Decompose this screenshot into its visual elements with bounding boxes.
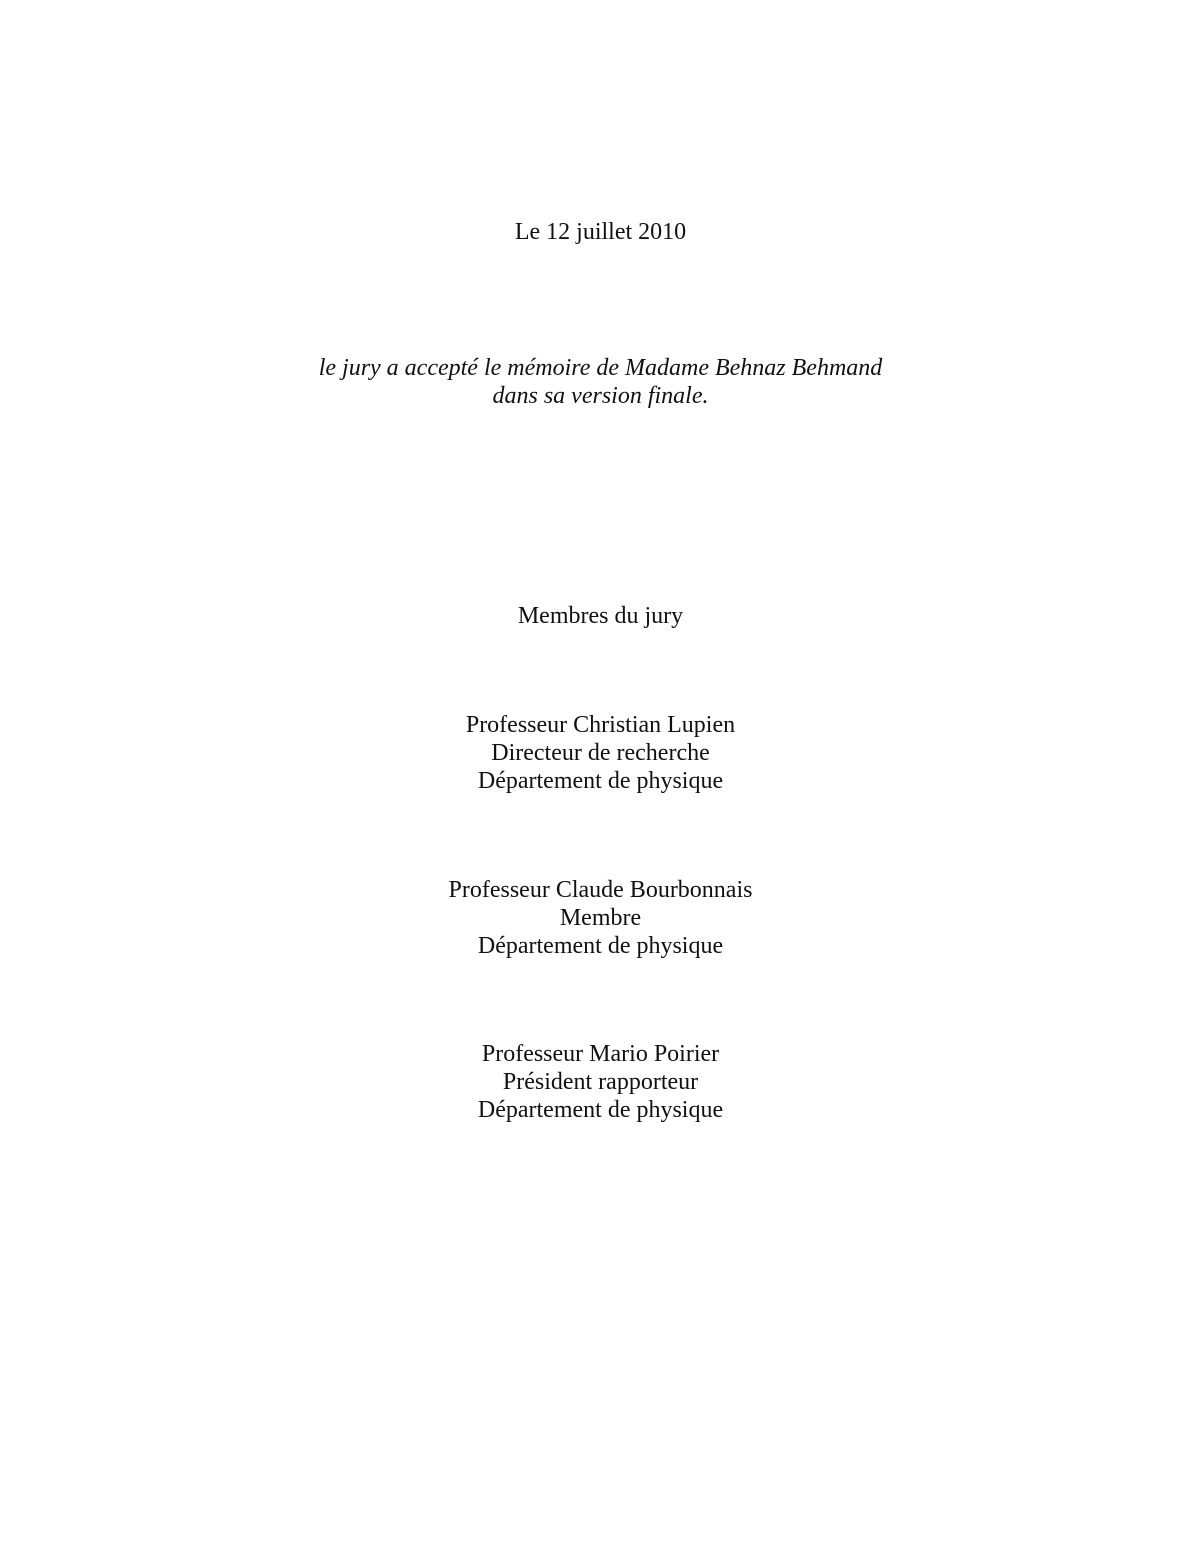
date-text: Le 12 juillet 2010 bbox=[514, 219, 687, 245]
member-name: Professeur Mario Poirier bbox=[481, 1041, 720, 1067]
jury-member-poirier bbox=[0, 1040, 1201, 1124]
members-title-text: Membres du jury bbox=[517, 603, 684, 629]
member-name: Professeur Claude Bourbonnais bbox=[448, 877, 753, 903]
jury-member-bourbonnais bbox=[0, 876, 1201, 960]
member-name: Professeur Christian Lupien bbox=[465, 712, 736, 738]
jury-member-lupien bbox=[0, 711, 1201, 795]
acceptance-statement bbox=[0, 354, 1201, 410]
member-department: Département de physique bbox=[477, 933, 724, 959]
member-role: Membre bbox=[559, 905, 642, 931]
member-role: Président rapporteur bbox=[502, 1069, 699, 1095]
acceptance-line-1: le jury a accepté le mémoire de Madame Behnaz Behmand bbox=[318, 355, 883, 381]
member-department: Département de physique bbox=[477, 1097, 724, 1123]
acceptance-line-2: dans sa version finale. bbox=[492, 383, 709, 409]
jury-members-heading bbox=[0, 602, 1201, 630]
member-department: Département de physique bbox=[477, 768, 724, 794]
member-role: Directeur de recherche bbox=[491, 740, 710, 766]
document-date bbox=[0, 218, 1201, 246]
